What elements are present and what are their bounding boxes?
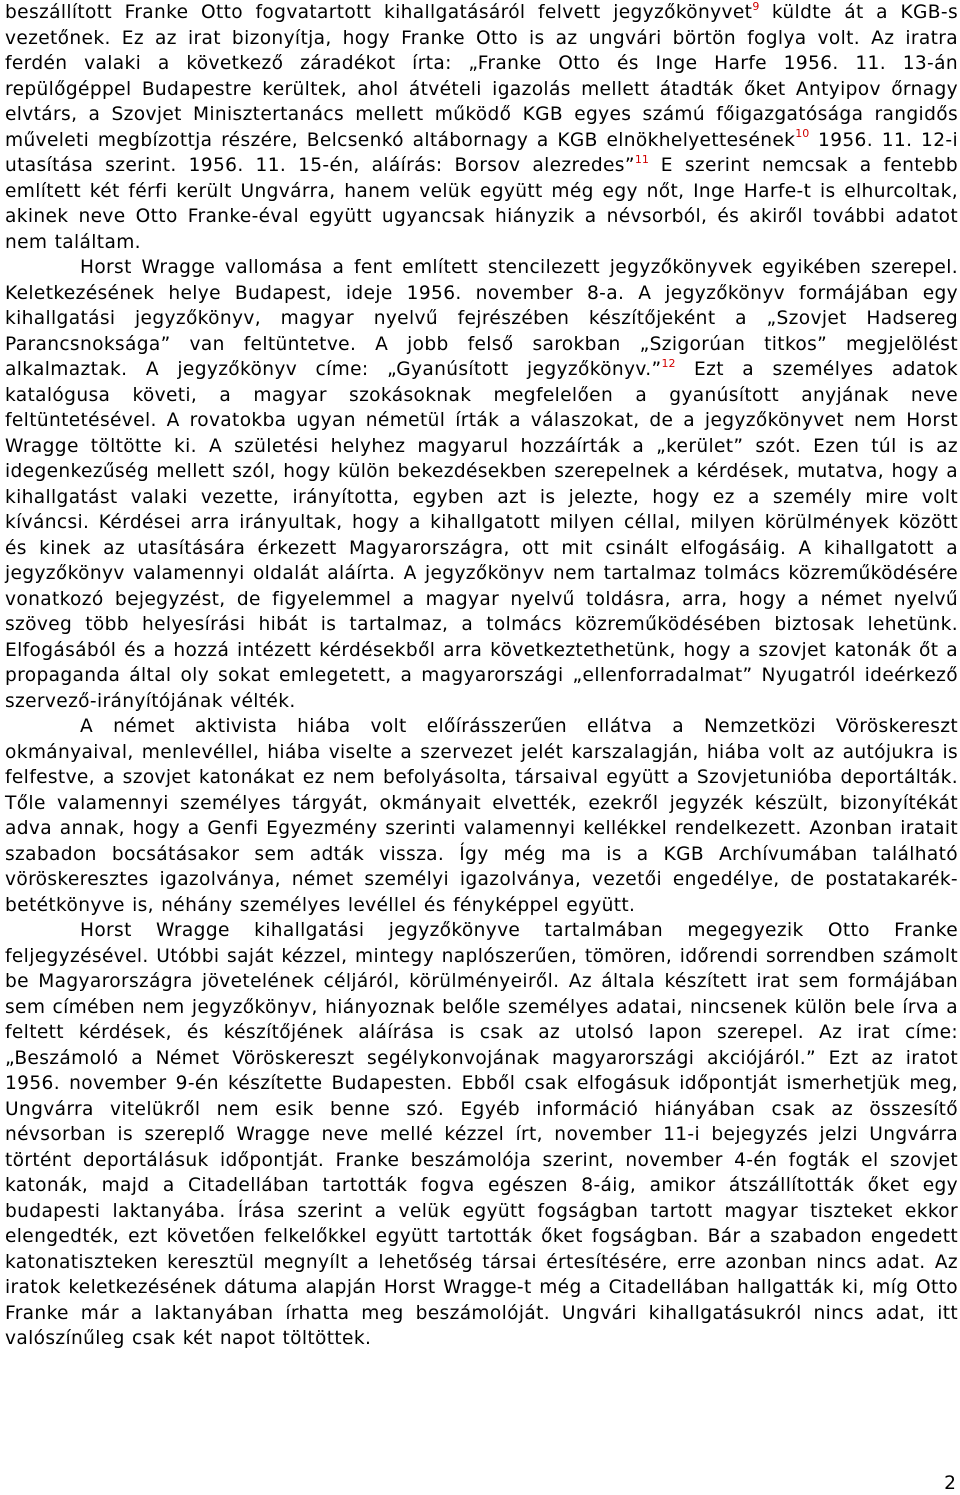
text-run: beszállított Franke Otto fogvatartott kihallgatásáról felvett jegyzőkönyvet — [5, 2, 753, 23]
paragraph — [5, 714, 958, 918]
paragraph — [5, 255, 958, 714]
text-run: 1956. 11. 12-i utasítása szerint. 1956. 11. 15-én, aláírás: Borsov alezredes” — [5, 129, 958, 176]
text-run: küldte át a KGB-s vezetőnek. Ez az irat bizonyítja, hogy Franke Otto is az ungvári börtön foglya volt. Az iratra ferdén valaki a következő záradékot írta: „Franke Otto és Inge Harfe 1956. 11. 13-án repülőgéppel Budapestre kerültek, ahol átvételi igazolás mellett átadták őket Antyipov őrnagy elvtárs, a Szovjet Minisztertanács mellett működő KGB egyes számú főigazgatósága rangidős műveleti megbízottja részére, Belcsenkó altábornagy a KGB elnökhelyettesének — [5, 2, 959, 151]
paragraph — [5, 0, 958, 255]
page-number: 2 — [944, 1473, 956, 1494]
text-run: Horst Wragge vallomása a fent említett stencilezett jegyzőkönyvek egyikében szerepel. Keletkezésének helye Budapest, ideje 1956. november 8-a. A jegyzőkönyv formájában egy kihallgatási jegyzőkönyv, magyar nyelvű fejrészében készítőjeként a „Szovjet Hadsereg Parancsnoksága” van feltüntetve. A jobb felső sarokban „Szigorúan titkos” megjelölést alkalmaztak. A jegyzőkönyv címe: „Gyanúsított jegyzőkönyv.” — [5, 257, 958, 380]
text-run: Horst Wragge kihallgatási jegyzőkönyve tartalmában megegyezik Otto Franke feljegyzésével. Utóbbi saját kézzel, mintegy naplószerűen, tömören, időrendi sorrendben számolt be Magyarországra jövetelének céljáról, körülményeiről. Az általa készített irat sem formájában sem címében nem jegyzőkönyv, hiányoznak belőle személyes adatai, nincsenek külön bele írva a feltett kérdések, és készítőjének aláírása is csak az utolsó lapon szerepel. Az irat címe: „Beszámoló a Német Vöröskereszt segélykonvojának magyarországi akciójáról.” Ezt az iratot 1956. november 9-én készítette Budapesten. Ebből csak elfogásuk időpontját ismerhetjük meg, Ungvárra vitelükről nem esik benne szó. Egyéb információ hiányában csak az összesítő névsorban is szereplő Wragge neve mellé kézzel írt, november 11-i bejegyzés jelzi Ungvárra történt deportálásuk időpontját. Franke beszámolója szerint, november 4-én fogták el szovjet katonák, majd a Citadellában tartották fogva egészen 8-áig, amikor átszállították őket egy budapesti laktanyába. Írása szerint a velük együtt fogságban tartott magyar tiszteket ekkor elengedték, ezt követően felkelőkkel együtt tartották őket fogságban. Bár a szabadon engedett katonatiszteken keresztül megnyílt a lehetőség társai értesítésére, erre azonban nincs adat. Az iratok keletkezésének dátuma alapján Horst Wragge-t még a Citadellában hallgatták ki, míg Otto Franke már a laktanyában írhatta meg beszámolóját. Ungvári kihallgatásukról nincs adat, itt valószínűleg csak két napot töltöttek. — [5, 920, 958, 1349]
text-run: A német aktivista hiába volt előírásszerűen ellátva a Nemzetközi Vöröskereszt okmányaival, menlevéllel, hiába viselte a szervezet jelét karszalagján, hiába volt az autójukra is felfestve, a szovjet katonákat ez nem befolyásolta, társaival együtt a Szovjetunióba deportálták. Tőle valamennyi személyes tárgyát, okmányait elvették, ezekről jegyzék készült, bizonyítékát adva annak, hogy a Genfi Egyezmény szerinti valamennyi kellékkel rendelkezett. Azonban iratait szabadon bocsátásakor sem adták vissza. Így még ma is a KGB Archívumában található vöröskeresztes igazolványa, német személyi igazolványa, vezetői engedélye, de postatakarék-betétkönyve is, néhány személyes levéllel és fényképpel együtt. — [5, 716, 958, 916]
text-run: Ezt a személyes adatok katalógusa követi, a magyar szokásoknak megfelelően a gyanúsított anyjának neve feltüntetésével. A rovatokba ugyan németül írták a válaszokat, de a jegyzőkönyvet nem Horst Wragge töltötte ki. A születési helyhez magyarul hozzáírták a „kerület” szót. Ezen túl is az idegenkezűség mellett szól, hogy külön bekezdésekben szerepelnek a kérdések, mutatva, hogy a kihallgatást valaki vezette, irányította, egyben azt is jelezte, hogy ez a személy mire volt kíváncsi. Kérdései arra irányultak, hogy a kihallgatott milyen céllal, milyen körülmények között és kinek az utasítására érkezett Magyarországra, ott mit csinált elfogásáig. A kihallgatott a jegyzőkönyv valamennyi oldalát aláírta. A jegyzőkönyv nem tartalmaz tolmács közreműködésére vonatkozó bejegyzést, de figyelemmel a magyar nyelvű toldásra, arra, hogy a német nyelvű szöveg több helyesírási hibát is tartalmaz, a tolmács közreműködésében biztosak lehetünk. Elfogásából és a hozzá intézett kérdésekből arra következtethetünk, hogy a szovjet katonák őt a propaganda által oly sokat emlegetett, a magyarországi „ellenforradalmat” Nyugatról ideérkező szervező-irányítójának vélték. — [5, 359, 958, 712]
footnote-marker[interactable]: 9 — [752, 0, 760, 13]
footnote-marker[interactable]: 10 — [795, 127, 810, 141]
document-body — [5, 0, 958, 1352]
footnote-marker[interactable]: 12 — [661, 356, 676, 370]
text-run: E szerint nemcsak a fentebb említett két férfi került Ungvárra, hanem velük együtt még egy nőt, Inge Harfe-t is elhurcoltak, akinek neve Otto Franke-éval együtt ugyancsak hiányzik a névsorból, és akiről további adatot nem találtam. — [5, 155, 959, 253]
paragraph — [5, 918, 958, 1352]
document-page — [5, 0, 958, 1352]
footnote-marker[interactable]: 11 — [634, 152, 649, 166]
